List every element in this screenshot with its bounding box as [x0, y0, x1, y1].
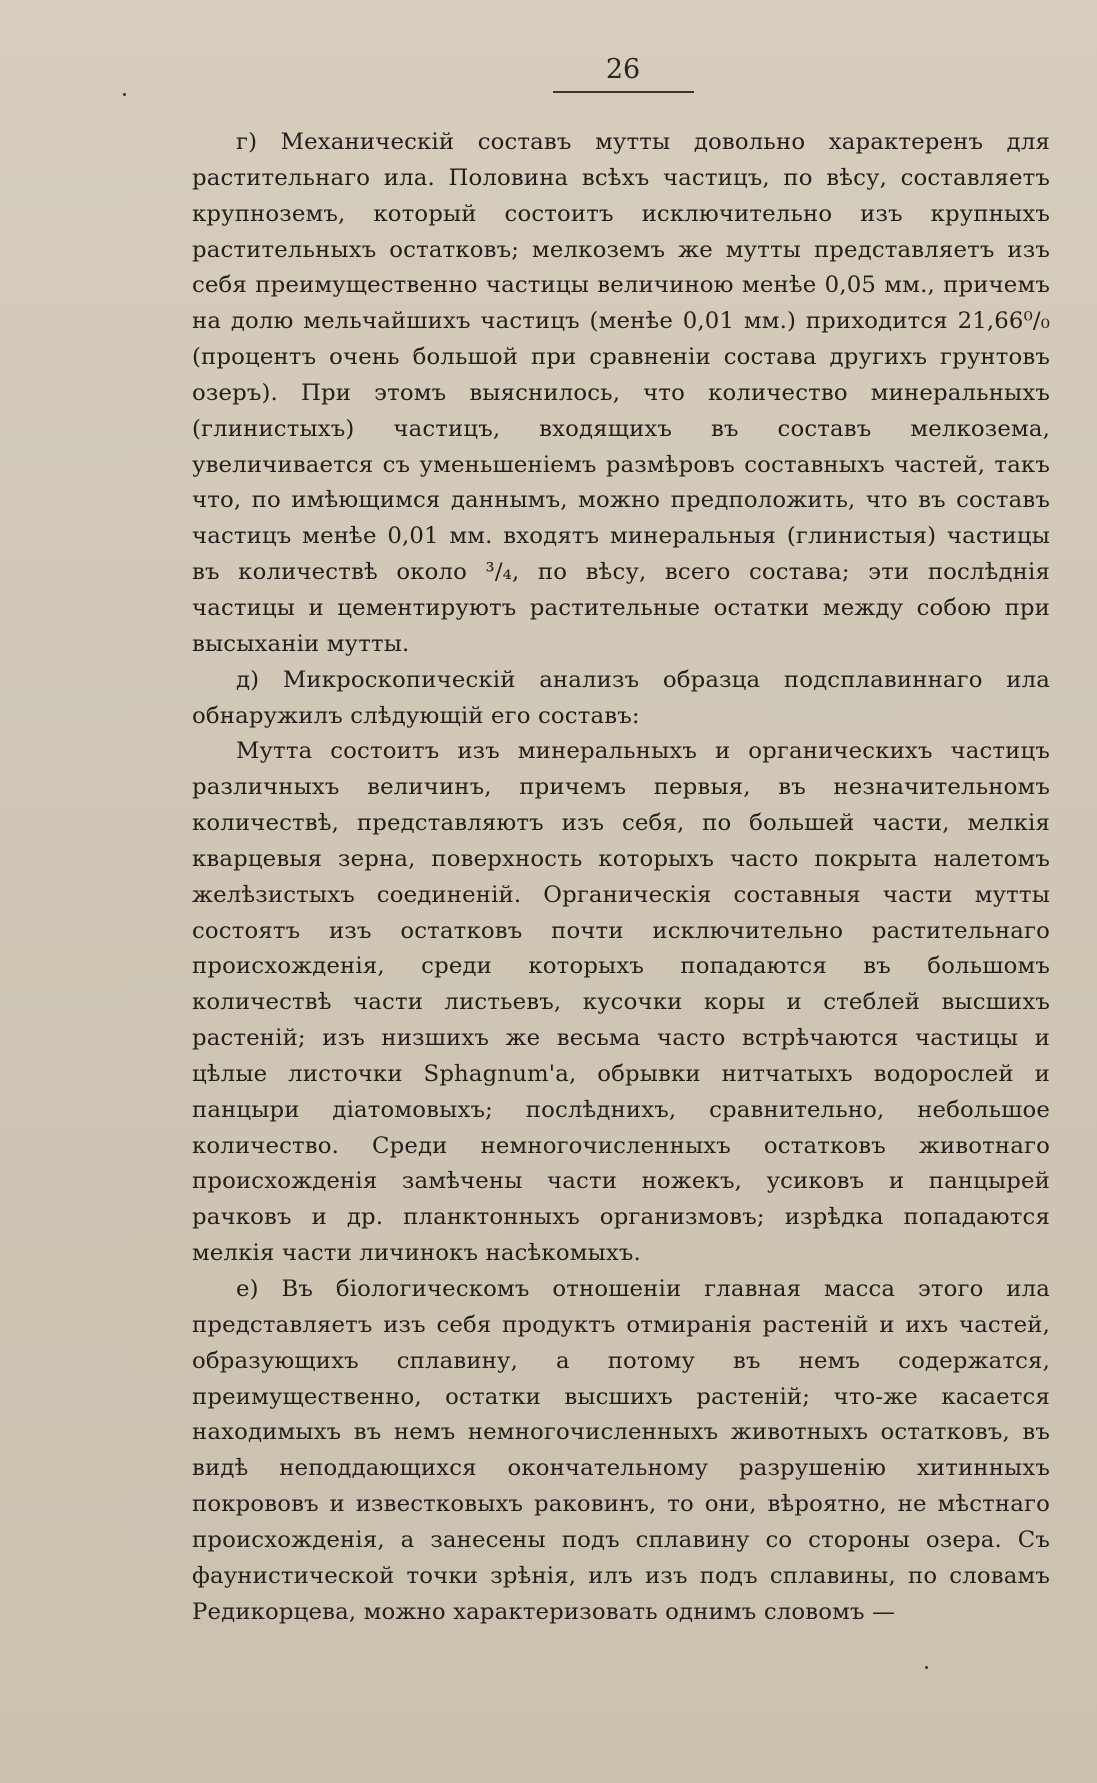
paragraph-d: д) Микроскопическій анализъ образца подсплавиннаго ила обнаружилъ слѣдующій его составъ: [192, 666, 1050, 729]
paragraph-g: г) Механическій составъ мутты довольно характеренъ для растительнаго ила. Половина всѣхъ частицъ, по вѣсу, составляетъ крупноземъ, который состоитъ исключительно изъ крупныхъ растительныхъ остатковъ; мелкоземъ же мутты представляетъ изъ себя преимущественно частицы величиною менѣе 0,05 мм., причемъ на долю мельчайшихъ частицъ (менѣе 0,01 мм.) приходится 21,66⁰/₀ (процентъ очень большой при сравненіи состава другихъ грунтовъ озеръ). При этомъ выяснилось, что количество минеральныхъ (глинистыхъ) частицъ, входящихъ въ составъ мелкозема, увеличивается съ уменьшеніемъ размѣровъ составныхъ частей, такъ что, по имѣющимся даннымъ, можно предположить, что въ составъ частицъ менѣе 0,01 мм. входятъ минеральныя (глинистыя) частицы въ количествѣ около ³/₄, по вѣсу, всего состава; эти послѣднія частицы и цементируютъ растительные остатки между собою при высыханіи мутты. [192, 129, 1050, 657]
page-number: 26 [605, 54, 641, 85]
header-rule [553, 91, 694, 93]
margin-speck-bottom [925, 1666, 928, 1669]
paragraph-mutta: Мутта состоитъ изъ минеральныхъ и органическихъ частицъ различныхъ величинъ, причемъ первыя, въ незначительномъ количествѣ, представляютъ изъ себя, по большей части, мелкія кварцевыя зерна, поверхность которыхъ часто покрыта налетомъ желѣзистыхъ соединеній. Органическія составныя части мутты состоятъ изъ остатковъ почти исключительно растительнаго происхожденія, среди которыхъ попадаются въ большомъ количествѣ части листьевъ, кусочки коры и стеблей высшихъ растеній; изъ низшихъ же весьма часто встрѣчаются частицы и цѣлые листочки Sphagnum'а, обрывки нитчатыхъ водорослей и панцыри діатомовыхъ; послѣднихъ, сравнительно, небольшое количество. Среди немногочисленныхъ остатковъ животнаго происхожденія замѣчены части ножекъ, усиковъ и панцырей рачковъ и др. планктонныхъ организмовъ; изрѣдка попадаются мелкія части личинокъ насѣкомыхъ. [192, 738, 1050, 1267]
body-text [192, 125, 1050, 1630]
margin-speck-top [123, 93, 126, 96]
paragraph-e: е) Въ біологическомъ отношеніи главная масса этого ила представляетъ изъ себя продуктъ отмиранія растеній и ихъ частей, образующихъ сплавину, а потому въ немъ содержатся, преимущественно, остатки высшихъ растеній; что-же касается находимыхъ въ немъ немногочисленныхъ животныхъ остатковъ, въ видѣ неподдающихся окончательному разрушенію хитинныхъ покрововъ и известковыхъ раковинъ, то они, вѣроятно, не мѣстнаго происхожденія, а занесены подъ сплавину со стороны озера. Съ фаунистической точки зрѣнія, илъ изъ подъ сплавины, по словамъ Редикорцева, можно характеризовать однимъ словомъ — [192, 1276, 1050, 1625]
